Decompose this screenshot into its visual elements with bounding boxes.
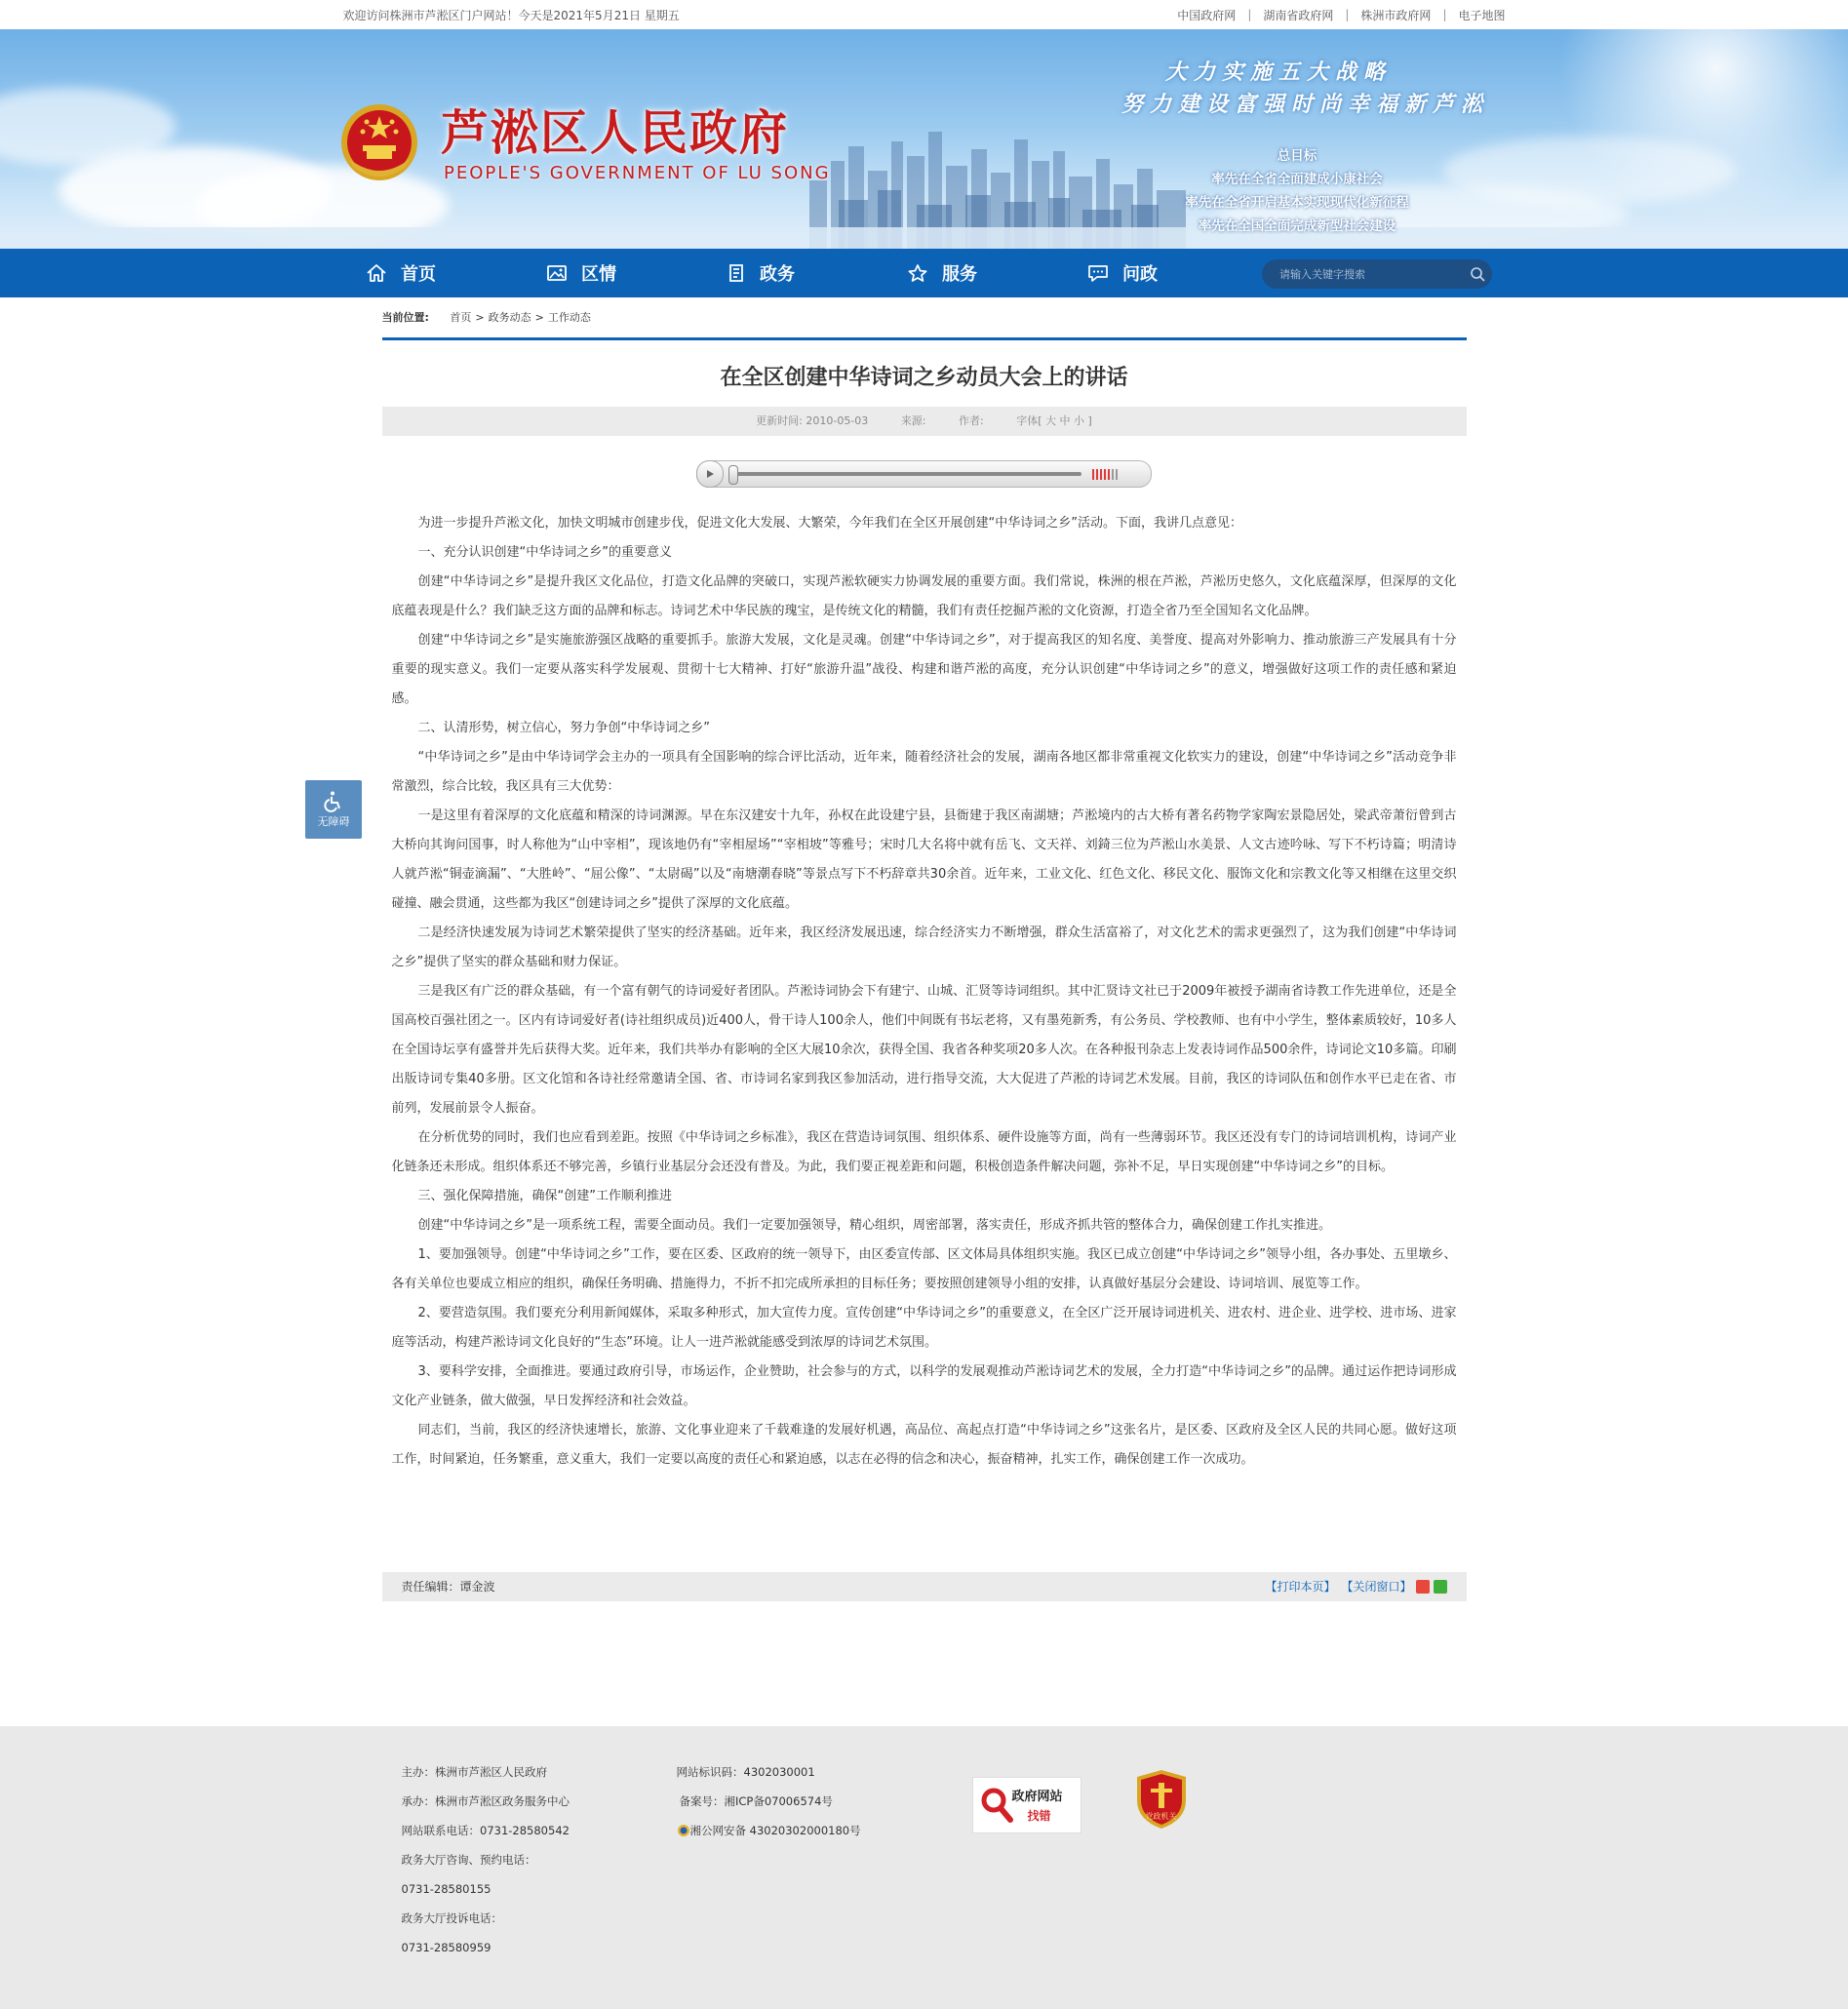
national-emblem-logo — [339, 102, 419, 182]
header-banner — [0, 29, 1848, 249]
goal-ticker — [1170, 144, 1424, 249]
play-icon — [705, 469, 715, 479]
goal-title: 总目标 — [1277, 148, 1317, 164]
search-button[interactable] — [1463, 266, 1492, 282]
footer-registration-info — [677, 1757, 861, 1845]
print-page-link[interactable]: 【打印本页】 — [1265, 1580, 1336, 1594]
meta-author: 作者: — [959, 414, 984, 427]
main-content — [382, 297, 1467, 1601]
party-government-badge[interactable] — [1135, 1769, 1188, 1830]
article-paragraph: 三、强化保障措施，确保“创建”工作顺利推进 — [417, 1189, 672, 1203]
article-paragraph: 一是这里有着深厚的文化底蕴和精深的诗词渊源。早在东汉建安十九年，孙权在此设建宁县，县衙建于我区南湖塘；芦淞境内的古大桥有著名药物学家陶宏景隐居处，梁武帝萧衍曾到古大桥向其询问国事，时人称他为“山中宰相”，现该地仍有“宰相屋场”“宰相坡”等雅号；宋时几大名将中就有岳飞、文天祥、刘錡三位为芦淞山水美景、人文古迹吟咏、写下不朽诗篇；明清诗人就芦淞“铜壶滴漏”、“大胜岭”、“屈公像”、“太尉碣”以及“南塘潮春晓”等景点写下不朽辞章共30余首。近年来，工业文化、红色文化、移民文化、服饰文化和宗教文化等又相继在这里交织碰撞、融会贯通，这些都为我区“创建诗词之乡”提供了深厚的文化底蕴。 — [391, 808, 1457, 911]
goal-item: 率先在全国全面完成新型社会建设 — [1198, 218, 1396, 234]
article-paragraph: 二、认清形势，树立信心，努力争创“中华诗词之乡” — [417, 721, 710, 735]
star-icon — [907, 263, 928, 283]
footer-site-id: 网站标识码：4302030001 — [676, 1765, 815, 1779]
footer-phone: 网站联系电话：0731-28580542 — [401, 1824, 570, 1837]
link-e-map[interactable]: 电子地图 — [1458, 8, 1506, 22]
article-paragraph: 为进一步提升芦淞文化，加快文明城市创建步伐，促进文化大发展、大繁荣，今年我们在全区开展创建“中华诗词之乡”活动。下面，我讲几点意见： — [417, 516, 1242, 531]
article-paragraph: 一、充分认识创建“中华诗词之乡”的重要意义 — [417, 545, 672, 560]
footer-hall-complaint: 政务大厅投诉电话： — [401, 1911, 502, 1925]
meta-source: 来源: — [900, 414, 926, 427]
article-body — [382, 509, 1467, 1475]
footer-hall-consult: 政务大厅咨询、预约电话： — [401, 1853, 536, 1867]
party-government-label: 党政机关 — [1145, 1812, 1177, 1821]
goal-item: 率先在全省全面建成小康社会 — [1211, 172, 1383, 187]
current-date: 今天是2021年5月21日 星期五 — [518, 8, 680, 22]
goal-item: 率先在全省开启基本实现现代化新征程 — [1185, 195, 1409, 211]
top-bar — [0, 0, 1848, 29]
article-paragraph: 创建“中华诗词之乡”是一项系统工程，需要全面动员。我们一定要加强领导，精心组织，周密部署，落实责任，形成齐抓共管的整体合力，确保创建工作扎实推进。 — [417, 1218, 1331, 1233]
accessibility-label: 无障碍 — [317, 815, 350, 828]
responsible-editor: 责任编辑：谭金波 — [401, 1580, 495, 1594]
link-china-gov[interactable]: 中国政府网 — [1177, 8, 1237, 22]
article-paragraph: 1、要加强领导。创建“中华诗词之乡”工作，要在区委、区政府的统一领导下，由区委宣传部、区文体局具体组织实施。我区已成立创建“中华诗词之乡”领导小组，各办事处、五里墩乡、各有关单位也要成立相应的组织，确保任务明确、措施得力，不折不扣完成所承担的目标任务；要按照创建领导小组的安排，认真做好基层分会建设、诗词培训、展览等工作。 — [391, 1247, 1457, 1291]
article-meta — [382, 407, 1467, 436]
article-footer-bar — [382, 1572, 1467, 1601]
footer-hall-complaint-number: 0731-28580959 — [401, 1941, 491, 1954]
nav-home[interactable] — [366, 260, 546, 286]
nav-home-label: 首页 — [401, 264, 436, 285]
article-paragraph: 三是我区有广泛的群众基础，有一个富有朝气的诗词爱好者团队。芦淞诗词协会下有建宁、山城、汇贤等诗词组织。其中汇贤诗文社已于2009年被授予湖南省诗教工作先进单位，还是全国高校百强社团之一。区内有诗词爱好者(诗社组织成员)近400人，骨干诗人100余人，他们中间既有书坛老将，又有墨苑新秀，有公务员、学校教师、也有中小学生，整体素质较好，10多人在全国诗坛享有盛誉并先后获得大奖。近年来，我们共举办有影响的全区大展10余次，获得全国、我省各种奖项20多人次。在各种报刊杂志上发表诗词作品500余件，诗词论文10多篇。印刷出版诗词专集40多册。区文化馆和各诗社经常邀请全国、省、市诗词名家到我区参加活动，进行指导交流，大大促进了芦淞的诗词艺术发展。目前，我区的诗词队伍和创作水平已走在省、市前列，发展前景令人振奋。 — [391, 984, 1457, 1116]
article-paragraph: 创建“中华诗词之乡”是实施旅游强区战略的重要抓手。旅游大发展，文化是灵魂。创建“中华诗词之乡”，对于提高我区的知名度、美誉度、提高对外影响力、推动旅游三产发展具有十分重要的现实意义。我们一定要从落实科学发展观、贯彻十七大精神、打好“旅游升温”战役、构建和谐芦淞的高度，充分认识创建“中华诗词之乡”的意义，增强做好这项工作的责任感和紧迫感。 — [391, 633, 1457, 706]
document-icon — [727, 263, 746, 283]
breadcrumb-gov-news[interactable]: 政务动态 — [488, 311, 531, 324]
close-window-link[interactable]: 【关闭窗口】 — [1341, 1580, 1412, 1594]
welcome-text — [343, 7, 680, 23]
wechat-share-icon[interactable] — [1434, 1580, 1447, 1594]
article-paragraph: 3、要科学安排，全面推进。要通过政府引导，市场运作，企业赞助，社会参与的方式，以科学的发展观推动芦淞诗词艺术的发展，全力打造“中华诗词之乡”的品牌。通过运作把诗词形成文化产业链条，做大做强，早日发挥经济和社会效益。 — [391, 1364, 1457, 1408]
wheelchair-icon — [322, 790, 345, 813]
nav-district-info-label: 区情 — [581, 264, 616, 285]
weibo-share-icon[interactable] — [1416, 1580, 1430, 1594]
audio-player-wrap — [382, 460, 1467, 490]
nav-services[interactable] — [907, 260, 1087, 286]
main-nav — [0, 249, 1848, 297]
article-paragraph: 二是经济快速发展为诗词艺术繁荣提供了坚实的经济基础。近年来，我区经济发展迅速，综合经济实力不断增强，群众生活富裕了，对文化艺术的需求更强烈了，这为我们创建“中华诗词之乡”提供了坚实的群众基础和财力保证。 — [391, 926, 1457, 969]
badge-line-2: 找错 — [1027, 1809, 1051, 1823]
footer-police-record[interactable] — [677, 1816, 861, 1845]
welcome-message: 欢迎访问株洲市芦淞区门户网站！ — [342, 8, 519, 22]
footer-icp-link[interactable]: 备案号：湘ICP备07006574号 — [679, 1794, 833, 1808]
footer-host: 主办：株洲市芦淞区人民政府 — [401, 1765, 547, 1779]
nav-inquiry[interactable] — [1087, 260, 1268, 286]
top-links: 中国政府网 | 湖南省政府网 | 株洲市政府网 | 电子地图 — [1177, 8, 1506, 22]
site-footer — [0, 1726, 1848, 2009]
city-skyline-image — [0, 112, 1848, 249]
link-hunan-gov[interactable]: 湖南省政府网 — [1263, 8, 1334, 22]
badge-line-1: 政府网站 — [1011, 1790, 1063, 1804]
font-size-switcher[interactable]: 字体[ 大 中 小 ] — [1016, 414, 1092, 427]
breadcrumb-label: 当前位置: — [381, 311, 429, 324]
volume-control[interactable] — [1092, 469, 1118, 480]
site-subtitle: PEOPLE'S GOVERNMENT OF LU SONG — [444, 163, 831, 183]
slogan-line-2: 努力建设富强时尚幸福新芦淞 — [1121, 92, 1490, 117]
link-zhuzhou-gov[interactable]: 株洲市政府网 — [1360, 8, 1432, 22]
search-input[interactable] — [1262, 267, 1463, 282]
footer-organizer: 承办：株洲市芦淞区政务服务中心 — [401, 1794, 570, 1808]
audio-progress-track[interactable] — [730, 472, 1081, 476]
article-title: 在全区创建中华诗词之乡动员大会上的讲话 — [720, 366, 1128, 390]
nav-services-label: 服务 — [942, 264, 977, 285]
search-box — [1262, 259, 1492, 289]
audio-progress-handle[interactable] — [728, 465, 738, 485]
nav-government-affairs[interactable] — [727, 260, 907, 286]
footer-police-text: 湘公网安备 43020302000180号 — [689, 1824, 861, 1837]
article-paragraph: 同志们，当前，我区的经济快速增长，旅游、文化事业迎来了千载难逢的发展好机遇，高品位、高起点打造“中华诗词之乡”这张名片，是区委、区政府及全区人民的共同心愿。做好这项工作，时间紧迫，任务繁重，意义重大，我们一定要以高度的责任心和紧迫感，以志在必得的信念和决心，振奋精神，扎实工作，确保创建工作一次成功。 — [391, 1423, 1457, 1467]
nav-inquiry-label: 问政 — [1122, 264, 1158, 285]
play-button[interactable] — [696, 460, 724, 488]
search-icon — [1470, 266, 1485, 282]
magnifier-icon — [979, 1784, 1014, 1825]
breadcrumb: 当前位置: 首页 > 政务动态 > 工作动态 — [382, 297, 1467, 340]
nav-government-affairs-label: 政务 — [760, 264, 795, 285]
audio-player — [696, 460, 1152, 488]
breadcrumb-home[interactable]: 首页 — [450, 311, 472, 324]
slogan-line-1: 大力实施五大战略 — [1165, 59, 1393, 85]
article-paragraph: 在分析优势的同时，我们也应看到差距。按照《中华诗词之乡标准》，我区在营造诗词氛围、组织体系、硬件设施等方面，尚有一些薄弱环节。我区还没有专门的诗词培训机构，诗词产业化链条还未形成。组织体系还不够完善，乡镇行业基层分会还没有普及。为此，我们要正视差距和问题，积极创造条件解决问题，弥补不足，早日实现创建“中华诗词之乡”的目标。 — [391, 1130, 1457, 1174]
article-paragraph: 2、要营造氛围。我们要充分利用新闻媒体，采取多种形式，加大宣传力度。宣传创建“中华诗词之乡”的重要意义，在全区广泛开展诗词进机关、进农村、进企业、进学校、进市场、进家庭等活动，构建芦淞诗词文化良好的“生态”环境。让人一进芦淞就能感受到浓厚的诗词艺术氛围。 — [391, 1306, 1457, 1350]
footer-hall-consult-number: 0731-28580155 — [401, 1882, 491, 1896]
article-paragraph: “中华诗词之乡”是由中华诗词学会主办的一项具有全国影响的综合评比活动，近年来，随着经济社会的发展，湖南各地区都非常重视文化软实力的建设，创建“中华诗词之乡”活动竞争非常激烈，综合比较，我区具有三大优势： — [391, 750, 1457, 794]
site-title: 芦淞区人民政府 — [441, 104, 790, 161]
chat-icon — [1087, 263, 1109, 283]
home-icon — [366, 263, 387, 283]
police-badge-icon — [677, 1824, 690, 1837]
picture-icon — [546, 263, 568, 283]
breadcrumb-work-news[interactable]: 工作动态 — [547, 311, 591, 324]
meta-update-time: 更新时间: 2010-05-03 — [756, 414, 869, 427]
header-slogan — [1121, 57, 1489, 121]
article-paragraph: 创建“中华诗词之乡”是提升我区文化品位，打造文化品牌的突破口，实现芦淞软硬实力协调发展的重要方面。我们常说，株洲的根在芦淞，芦淞历史悠久，文化底蕴深厚，但深厚的文化底蕴表现是什么？我们缺乏这方面的品牌和标志。诗词艺术中华民族的瑰宝，是传统文化的精髓，我们有责任挖掘芦淞的文化资源，打造全省乃至全国知名文化品牌。 — [391, 574, 1457, 618]
accessibility-button[interactable] — [305, 780, 362, 839]
nav-district-info[interactable] — [546, 260, 727, 286]
gov-site-error-report-badge[interactable] — [972, 1777, 1081, 1833]
footer-contact-info — [402, 1757, 570, 1962]
